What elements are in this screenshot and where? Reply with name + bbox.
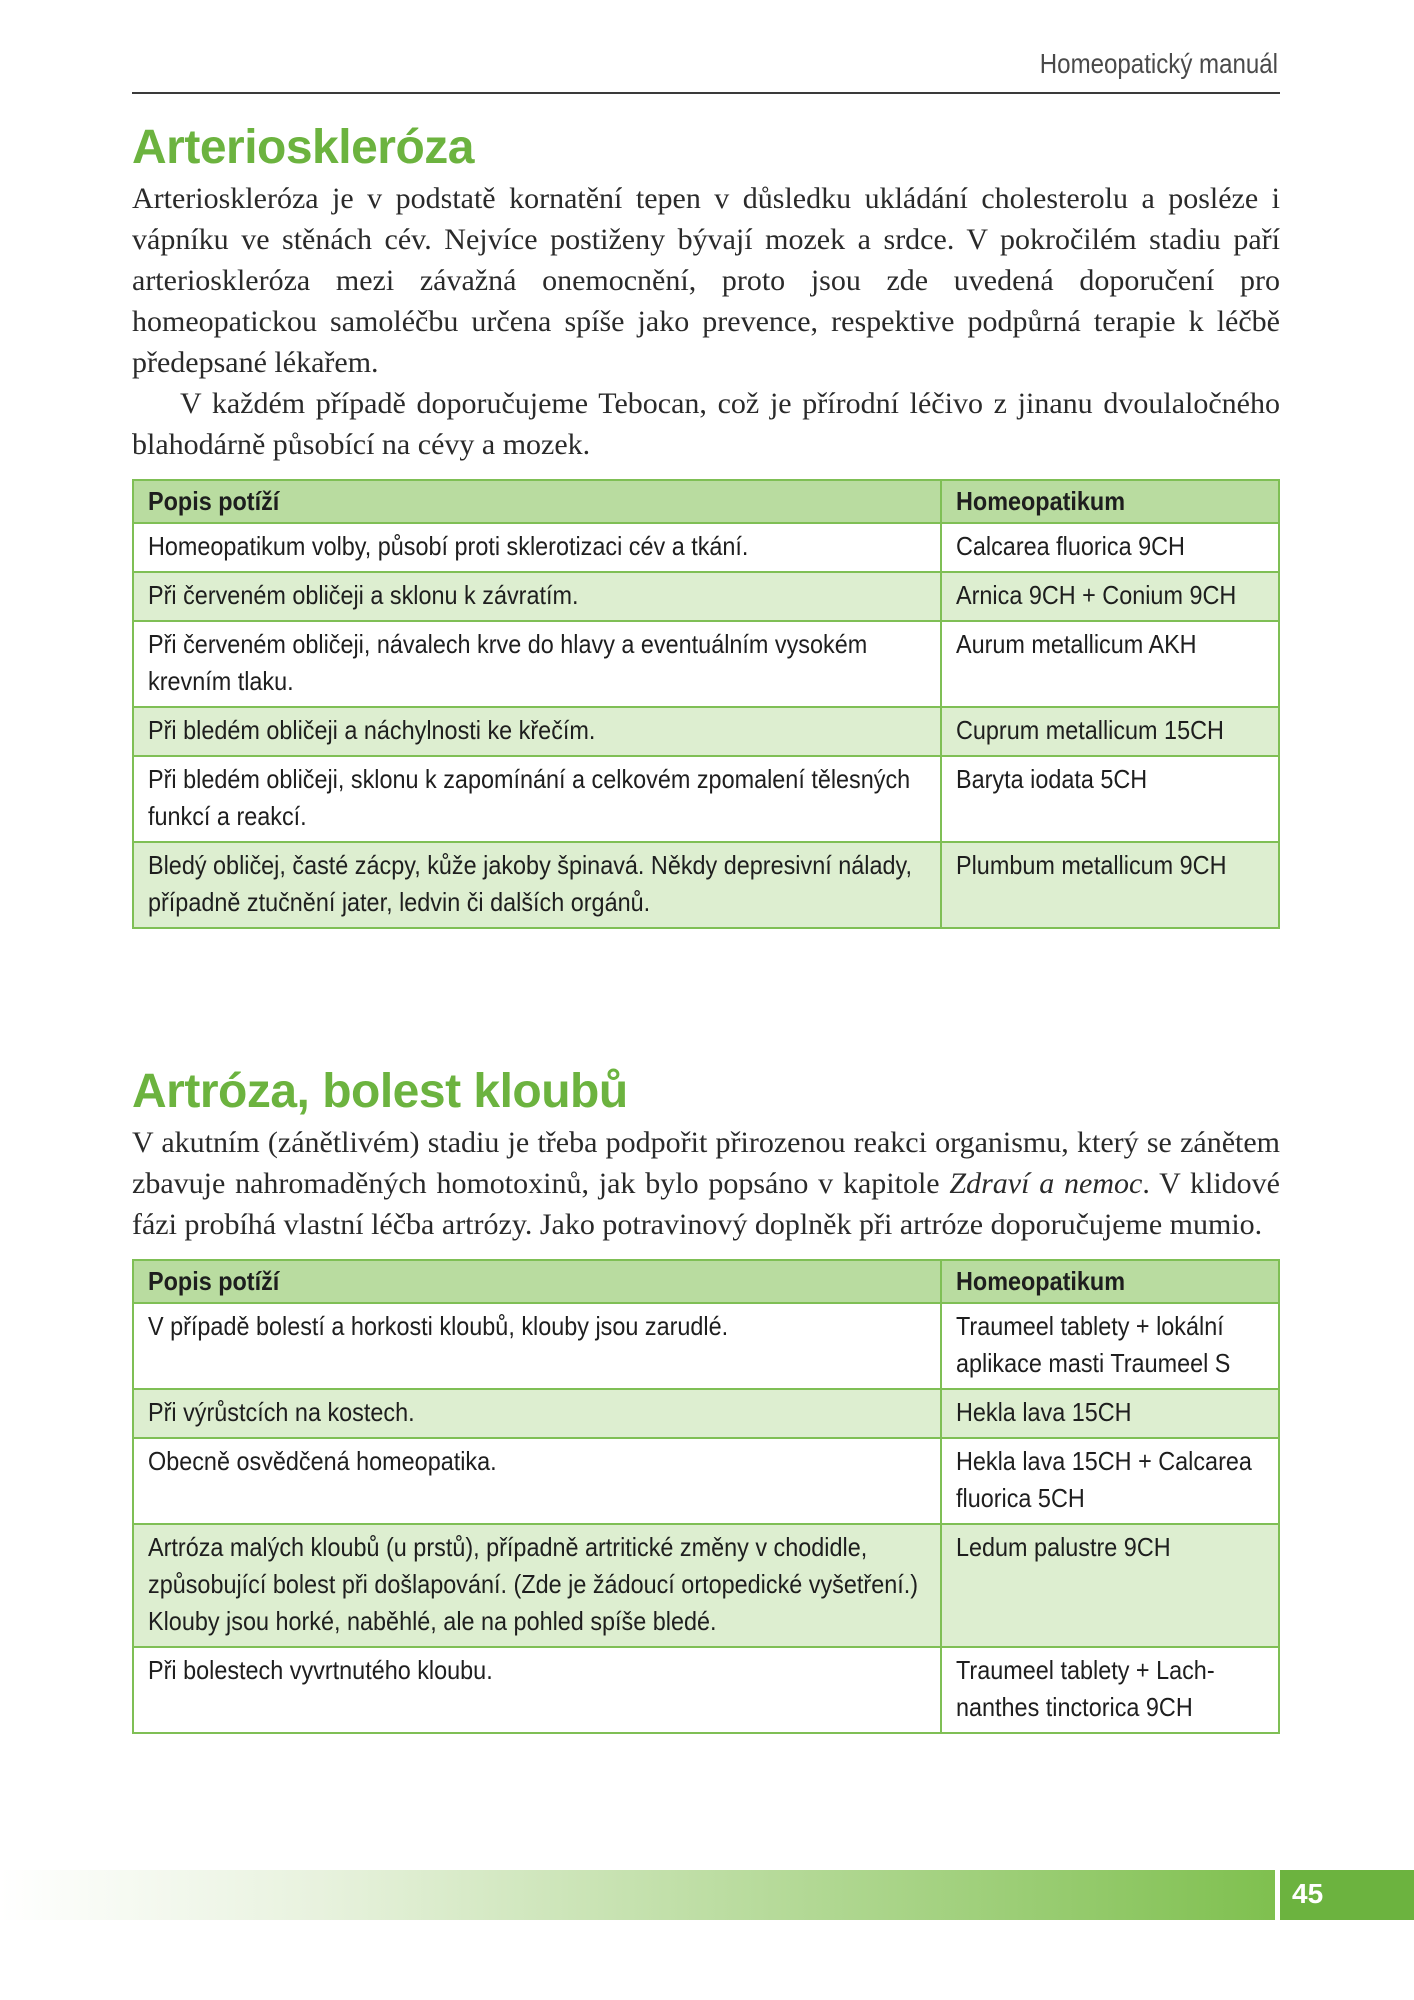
remedy-table — [132, 479, 1280, 929]
footer-gradient-bar — [0, 1870, 1275, 1920]
table-row — [133, 1524, 1279, 1647]
symptom-cell: Při bledém obličeji a náchylnosti ke křečím. — [133, 707, 941, 756]
body-paragraph: V každém případě doporučujeme Tebocan, což je přírodní léčivo z jinanu dvoulaločného blahodárně působící na cévy a mozek. — [132, 387, 1280, 461]
remedy-cell: Ledum palustre 9CH — [941, 1524, 1279, 1647]
remedy-cell: Calcarea fluorica 9CH — [941, 523, 1279, 572]
page-number: 45 — [1292, 1878, 1324, 1909]
symptom-cell: Při výrůstcích na kostech. — [133, 1389, 941, 1438]
chapter-reference: Zdraví a nemoc — [949, 1167, 1143, 1200]
section-heading: Artróza, bolest kloubů — [132, 1065, 628, 1118]
table-row — [133, 1389, 1279, 1438]
symptom-cell: Bledý obličej, časté zácpy, kůže jakoby špinavá. Někdy depresivní nálady, případně ztučnění jater, ledvin či dalších orgánů. — [133, 842, 941, 928]
column-header-remedy: Homeopatikum — [941, 1260, 1279, 1303]
table-row — [133, 1647, 1279, 1733]
symptom-cell: Homeopatikum volby, působí proti sklerotizaci cév a tkání. — [133, 523, 941, 572]
symptom-cell: Artróza malých kloubů (u prstů), případně artritické změny v chodidle, způsobující bolest při došlapování. (Zde je žádoucí ortopedické vyšetření.) Klouby jsou horké, naběhlé, ale na pohled spíše bledé. — [133, 1524, 941, 1647]
symptom-cell: Při červeném obličeji a sklonu k závratím. — [133, 572, 941, 621]
section-arterioskleroza — [132, 118, 1280, 929]
symptom-cell: Při bledém obličeji, sklonu k zapomínání a celkovém zpomalení tělesných funkcí a reakcí. — [133, 756, 941, 842]
remedy-cell: Traumeel tablety + lokální aplikace masti Traumeel S — [941, 1303, 1279, 1389]
table-row — [133, 707, 1279, 756]
table-row — [133, 621, 1279, 707]
remedy-cell: Arnica 9CH + Conium 9CH — [941, 572, 1279, 621]
column-header-symptoms: Popis potíží — [133, 480, 941, 523]
column-header-remedy: Homeopatikum — [941, 480, 1279, 523]
remedy-cell: Cuprum metallicum 15CH — [941, 707, 1279, 756]
table-row — [133, 572, 1279, 621]
table-row — [133, 756, 1279, 842]
table-header-row — [133, 1260, 1279, 1303]
remedy-cell: Hekla lava 15CH + Calcarea fluorica 5CH — [941, 1438, 1279, 1524]
remedy-cell: Baryta iodata 5CH — [941, 756, 1279, 842]
body-paragraph: V akutním (zánětlivém) stadiu je třeba podpořit přirozenou reakci organismu, který se zánětem zbavuje nahromaděných homotoxinů, jak bylo popsáno v kapitole Zdraví a nemoc. V klidové fázi probíhá vlastní léčba artrózy. Jako potravinový doplněk při artróze doporučujeme mumio. — [132, 1126, 1280, 1241]
remedy-cell: Hekla lava 15CH — [941, 1389, 1279, 1438]
symptom-cell: Při červeném obličeji, návalech krve do hlavy a eventuálním vysokém krevním tlaku. — [133, 621, 941, 707]
table-row — [133, 842, 1279, 928]
symptom-cell: Obecně osvědčená homeopatika. — [133, 1438, 941, 1524]
section-heading: Arterioskleróza — [132, 121, 474, 174]
column-header-symptoms: Popis potíží — [133, 1260, 941, 1303]
page-number-box — [1280, 1870, 1414, 1920]
table-header-row — [133, 480, 1279, 523]
running-header-title: Homeopatický manuál — [1039, 48, 1278, 79]
symptom-cell: Při bolestech vyvrtnutého kloubu. — [133, 1647, 941, 1733]
table-row — [133, 1303, 1279, 1389]
remedy-cell: Traumeel tablety + Lachnanthes tinctorica 9CH — [941, 1647, 1279, 1733]
body-paragraph: Arterioskleróza je v podstatě kornatění tepen v důsledku ukládání cholesterolu a posléze i vápníku ve stěnách cév. Nejvíce postiženy bývají mozek a srdce. V pokročilém stadiu paří arterioskleróza mezi závažná onemocnění, proto jsou zde uvedená doporučení pro homeopatickou samoléčbu určena spíše jako prevence, respektive podpůrná terapie k léčbě předepsané lékařem. — [132, 182, 1280, 379]
section-artroza — [132, 1062, 1280, 1734]
running-header — [132, 44, 1280, 94]
symptom-cell: V případě bolestí a horkosti kloubů, klouby jsou zarudlé. — [133, 1303, 941, 1389]
remedy-cell: Plumbum metallicum 9CH — [941, 842, 1279, 928]
table-row — [133, 523, 1279, 572]
remedy-table — [132, 1259, 1280, 1734]
remedy-cell: Aurum metallicum AKH — [941, 621, 1279, 707]
table-row — [133, 1438, 1279, 1524]
